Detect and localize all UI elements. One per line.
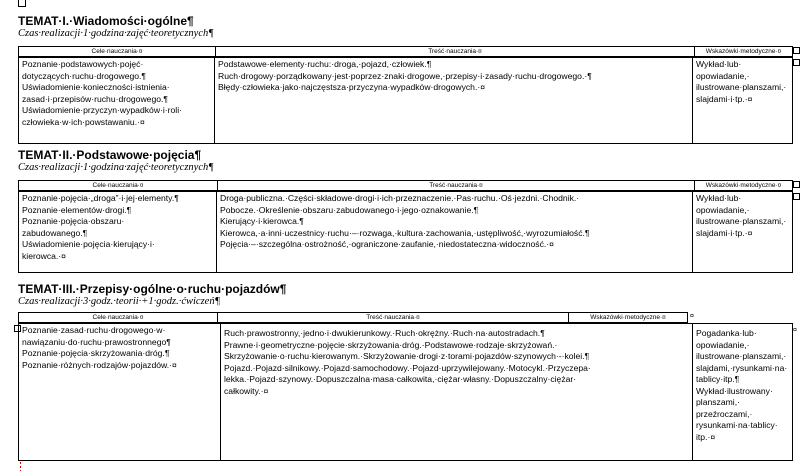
topic-3-content-cell <box>221 324 693 460</box>
tips-line: tablicy·itp.¶ <box>696 374 740 384</box>
row-end-marker <box>793 47 800 54</box>
header-goals: Cele·nauczania·¤ <box>19 181 218 190</box>
topic-1-tips-cell <box>693 58 792 143</box>
content-line: Kierujący·i·kierowca.¶ <box>220 216 304 226</box>
row-end-marker <box>793 181 800 188</box>
header-goals: Cele·nauczania·¤ <box>19 47 216 56</box>
tips-line: ilustrowane·planszami,· <box>696 216 787 226</box>
topic-2-header-row <box>18 180 793 191</box>
tips-line: slajdami,·rysunkami·na· <box>696 362 788 373</box>
topic-2-tips-cell <box>693 192 792 272</box>
tips-line: opowiadanie,· <box>696 70 750 81</box>
row-end-marker <box>793 193 800 200</box>
goal-line: Poznanie·podstawowych·pojęć· <box>22 59 144 69</box>
table-move-handle[interactable] <box>14 325 21 332</box>
content-line: Ruch·drogowy·porządkowany·jest·poprzez·znaki·drogowe,·przepisy·i·zasady·ruchu·drogowego.·¶ <box>218 70 592 81</box>
tips-line: slajdami·i·tp.·¤ <box>696 93 753 104</box>
goal-line: kierowca.·¤ <box>22 250 66 261</box>
topic-1-heading <box>18 14 214 40</box>
topic-2-content-cell <box>217 192 693 272</box>
goal-line: Poznanie·pojęcia·„droga”·i·jej·elementy.¶ <box>22 193 179 203</box>
content-line: Skrzyżowanie·o·ruchu·kierowanym.·Skrzyżowanie·drogi·z·torami·pojazdów·szynowych·-·kolei.¶ <box>224 351 590 361</box>
goal-line: Uświadomienie·pojęcia·kierujący·i· <box>22 239 155 249</box>
tips-line: opowiadanie,· <box>696 339 750 350</box>
goal-line: Poznanie·elementów·drogi.¶ <box>22 204 132 215</box>
content-line: Podstawowe·elementy·ruchu:·droga,·pojazd,·człowiek.¶ <box>218 59 432 69</box>
goal-line: Uświadomienie·przyczyn·wypadków·i·roli· <box>22 105 182 115</box>
topic-1-goals-cell <box>19 58 215 143</box>
tips-line: Wykład·lub· <box>696 59 742 69</box>
content-line: Błędy·człowieka·jako·najczęstsza·przyczyna·wypadków·drogowych.·¤ <box>218 82 485 92</box>
tips-line: opowiadanie,· <box>696 204 750 215</box>
end-of-row-mark: ¤ <box>690 313 694 320</box>
tips-line: ilustrowane·planszami,· <box>696 351 787 361</box>
goal-line: Poznanie·zasad·ruchu·drogowego·w· <box>22 325 166 335</box>
revision-mark <box>20 462 21 471</box>
header-content: Treść·nauczania·¤ <box>216 47 695 56</box>
goal-line: Poznanie·różnych·rodzajów·pojazdów.·¤ <box>22 359 177 370</box>
topic-3-subtitle: Czas·realizacji·3·godz.·teorii·+1·godz.·ćwiczeń¶ <box>18 296 221 307</box>
tips-line: planszami,· <box>696 397 740 407</box>
topic-1-subtitle: Czas·realizacji·1·godzina·zajęć·teoretycznych¶ <box>18 28 214 39</box>
content-line: lekka.·Pojazd·szynowy.·Dopuszczalna·masa·całkowita,·ciężar·własny.·Dopuszczalny·ciężar· <box>224 374 577 384</box>
topic-2-goals-cell <box>19 192 217 272</box>
topic-3-title: TEMAT·III.·Przepisy·ogólne·o·ruchu·pojazdów¶ <box>18 282 287 296</box>
goal-line: Poznanie·pojęcia·obszaru· <box>22 216 125 226</box>
header-tips: Wskazówki·metodyczne·¤ <box>705 182 782 189</box>
tips-line: Wykład·ilustrowany· <box>696 385 773 396</box>
topic-1-title: TEMAT·I.·Wiadomości·ogólne¶ <box>18 14 194 28</box>
goal-line: zabudowanego.¶ <box>22 227 88 238</box>
content-line: całkowity.·¤ <box>224 385 269 396</box>
tips-line: przeźroczami,· <box>696 408 753 419</box>
content-line: Prawne·i·geometryczne·pojęcie·skrzyżowania·dróg.·Podstawowe·rodzaje·skrzyżowań.· <box>224 339 558 350</box>
tips-line: slajdami·i·tp.·¤ <box>696 227 753 238</box>
topic-3-tips-cell <box>693 324 792 460</box>
topic-3-goals-cell <box>19 324 221 460</box>
goal-line: nawiązaniu·do·ruchu·prawostronnego¶ <box>22 336 171 347</box>
topic-2-subtitle: Czas·realizacji·1·godzina·zajęć·teoretycznych¶ <box>18 162 214 173</box>
tips-line: rysunkami·na·tablicy· <box>696 420 778 430</box>
topic-1-header-row <box>18 46 793 57</box>
topic-1-table <box>18 57 793 144</box>
topic-2-title: TEMAT·II.·Podstawowe·pojęcia¶ <box>18 148 202 162</box>
content-line: Pojazd.·Pojazd·silnikowy.·Pojazd·samochodowy.·Pojazd·uprzywilejowany.·Motocykl.·Przyczepa· <box>224 362 591 373</box>
content-line: Ruch·prawostronny,·jedno·i·dwukierunkowy.·Ruch·okrężny.·Ruch·na·autostradach.¶ <box>224 328 545 338</box>
end-of-row-mark: ¤ <box>793 327 797 334</box>
topic-3-table <box>18 323 793 461</box>
content-line: Pobocze.·Określenie·obszaru·zabudowanego·i·jego·oznakowanie.¶ <box>220 204 479 215</box>
content-line: Pojęcia·–·szczególna·ostrożność,·ograniczone·zaufanie,·niedostateczna·widoczność.·¤ <box>220 239 554 249</box>
topic-3-header-row <box>18 312 688 323</box>
topic-2-table <box>18 191 793 273</box>
header-tips: Wskazówki·metodyczne·¤ <box>590 314 666 321</box>
content-line: Kierowca,·a·inni·uczestnicy·ruchu·–·rozwaga,·kultura·zachowania,·ustępliwość,·wyrozumiałość.¶ <box>220 227 590 238</box>
topic-2-heading <box>18 148 214 174</box>
header-content: Treść·nauczania·¤ <box>218 313 569 322</box>
goal-line: Uświadomienie·konieczności·istnienia· <box>22 82 170 92</box>
content-line: Droga·publiczna.·Części·składowe·drogi·i·ich·przeznaczenie.·Pas·ruchu.·Oś·jezdni.·Chodnik.· <box>220 193 580 203</box>
tips-line: Pogadanka·lub· <box>696 328 757 338</box>
header-goals: Cele·nauczania·¤ <box>19 313 218 322</box>
tips-line: ilustrowane·planszami,· <box>696 82 787 92</box>
top-margin-mark <box>18 0 26 7</box>
tips-line: itp.·¤ <box>696 431 716 442</box>
header-content: Treść·nauczania·¤ <box>218 181 695 190</box>
header-tips: Wskazówki·metodyczne·¤ <box>705 48 782 55</box>
goal-line: dotyczących·ruchu·drogowego.¶ <box>22 70 147 81</box>
goal-line: zasad·i·przepisów·ruchu·drogowego.¶ <box>22 93 169 104</box>
topic-3-heading <box>18 282 286 308</box>
row-end-marker <box>793 59 800 66</box>
goal-line: człowieka·w·ich·powstawaniu.·¤ <box>22 116 145 127</box>
tips-line: Wykład·lub· <box>696 193 742 203</box>
goal-line: Poznanie·pojęcia·skrzyżowania·dróg.¶ <box>22 348 170 358</box>
topic-1-content-cell <box>215 58 693 143</box>
